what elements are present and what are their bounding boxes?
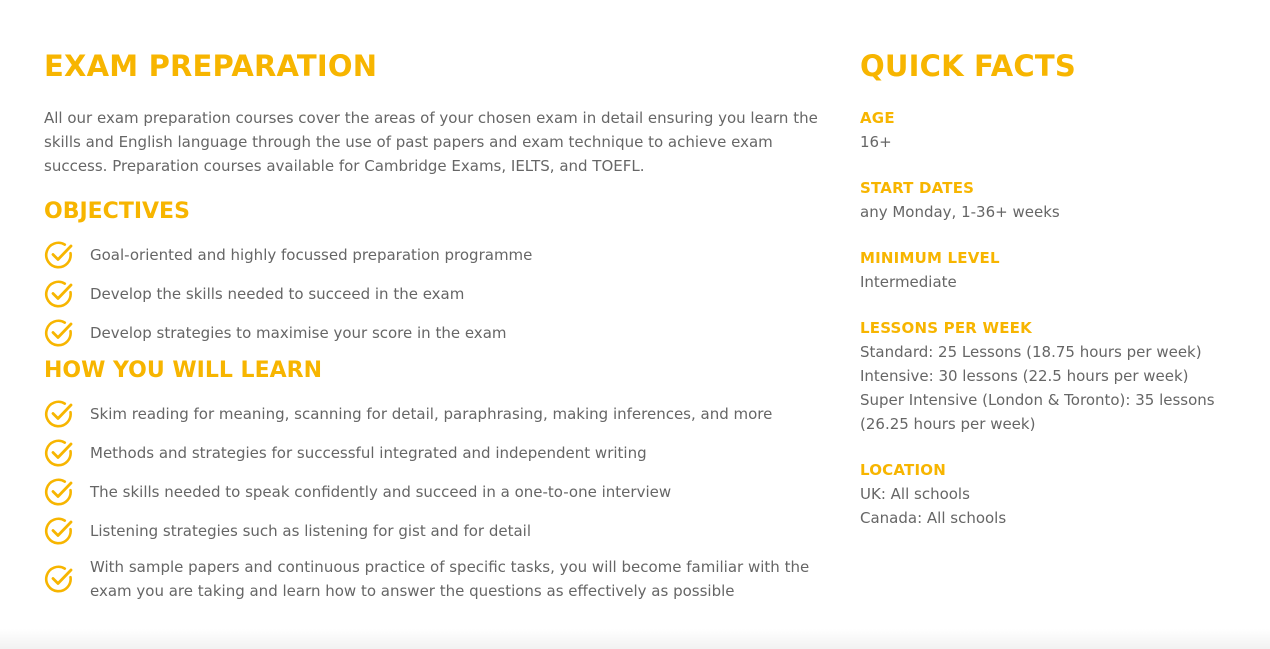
bottom-fade	[0, 629, 1270, 649]
list-item-text: Methods and strategies for successful integrated and independent writing	[90, 444, 647, 462]
list-item-text: With sample papers and continuous practice of specific tasks, you will become familiar with the exam you are taking and learn how to answer the questions as effectively as possible	[90, 558, 810, 600]
list-item-text: The skills needed to speak confidently and succeed in a one-to-one interview	[90, 483, 672, 501]
fact-label: MINIMUM LEVEL	[860, 249, 1000, 267]
fact-lessons-per-week	[860, 316, 1240, 436]
quick-facts-list	[860, 106, 1240, 530]
list-item-text: Goal-oriented and highly focussed preparation programme	[90, 246, 533, 264]
list-item	[44, 477, 824, 507]
list-item	[44, 555, 824, 603]
fact-value: 16+	[860, 133, 892, 151]
fact-value: Intensive: 30 lessons (22.5 hours per week)	[860, 367, 1189, 385]
list-item	[44, 240, 824, 270]
quick-facts-section	[860, 48, 1240, 530]
list-item-text: Develop the skills needed to succeed in the exam	[90, 285, 465, 303]
how-you-will-learn-list	[44, 399, 824, 603]
fact-label: LOCATION	[860, 461, 946, 479]
fact-value: any Monday, 1-36+ weeks	[860, 203, 1060, 221]
objectives-heading: OBJECTIVES	[44, 199, 190, 224]
check-circle-icon	[44, 399, 74, 429]
list-item	[44, 279, 824, 309]
list-item	[44, 516, 824, 546]
exam-preparation-section	[44, 48, 824, 612]
fact-location	[860, 458, 1240, 530]
check-circle-icon	[44, 240, 74, 270]
fact-label: LESSONS PER WEEK	[860, 319, 1032, 337]
fact-minimum-level	[860, 246, 1240, 294]
list-item-text: Skim reading for meaning, scanning for detail, paraphrasing, making inferences, and more	[90, 405, 773, 423]
fact-value: Super Intensive (London & Toronto): 35 lessons (26.25 hours per week)	[860, 391, 1215, 433]
fact-start-dates	[860, 176, 1240, 224]
list-item	[44, 399, 824, 429]
quick-facts-title: QUICK FACTS	[860, 49, 1076, 83]
list-item-text: Develop strategies to maximise your score in the exam	[90, 324, 507, 342]
objectives-list	[44, 240, 824, 348]
check-circle-icon	[44, 438, 74, 468]
fact-value: UK: All schools	[860, 485, 970, 503]
page-title: EXAM PREPARATION	[44, 49, 378, 83]
fact-value: Standard: 25 Lessons (18.75 hours per week)	[860, 343, 1202, 361]
list-item	[44, 318, 824, 348]
fact-age	[860, 106, 1240, 154]
how-you-will-learn-heading: HOW YOU WILL LEARN	[44, 358, 322, 383]
fact-label: START DATES	[860, 179, 975, 197]
check-circle-icon	[44, 279, 74, 309]
list-item	[44, 438, 824, 468]
fact-value: Canada: All schools	[860, 509, 1007, 527]
fact-label: AGE	[860, 109, 895, 127]
list-item-text: Listening strategies such as listening for gist and for detail	[90, 522, 532, 540]
check-circle-icon	[44, 318, 74, 348]
check-circle-icon	[44, 477, 74, 507]
check-circle-icon	[44, 564, 74, 594]
fact-value: Intermediate	[860, 273, 957, 291]
intro-paragraph: All our exam preparation courses cover the areas of your chosen exam in detail ensuring you learn the skills and English language through the use of past papers and exam technique to achieve exam success. Preparation courses available for Cambridge Exams, IELTS, and TOEFL.	[44, 109, 818, 175]
check-circle-icon	[44, 516, 74, 546]
